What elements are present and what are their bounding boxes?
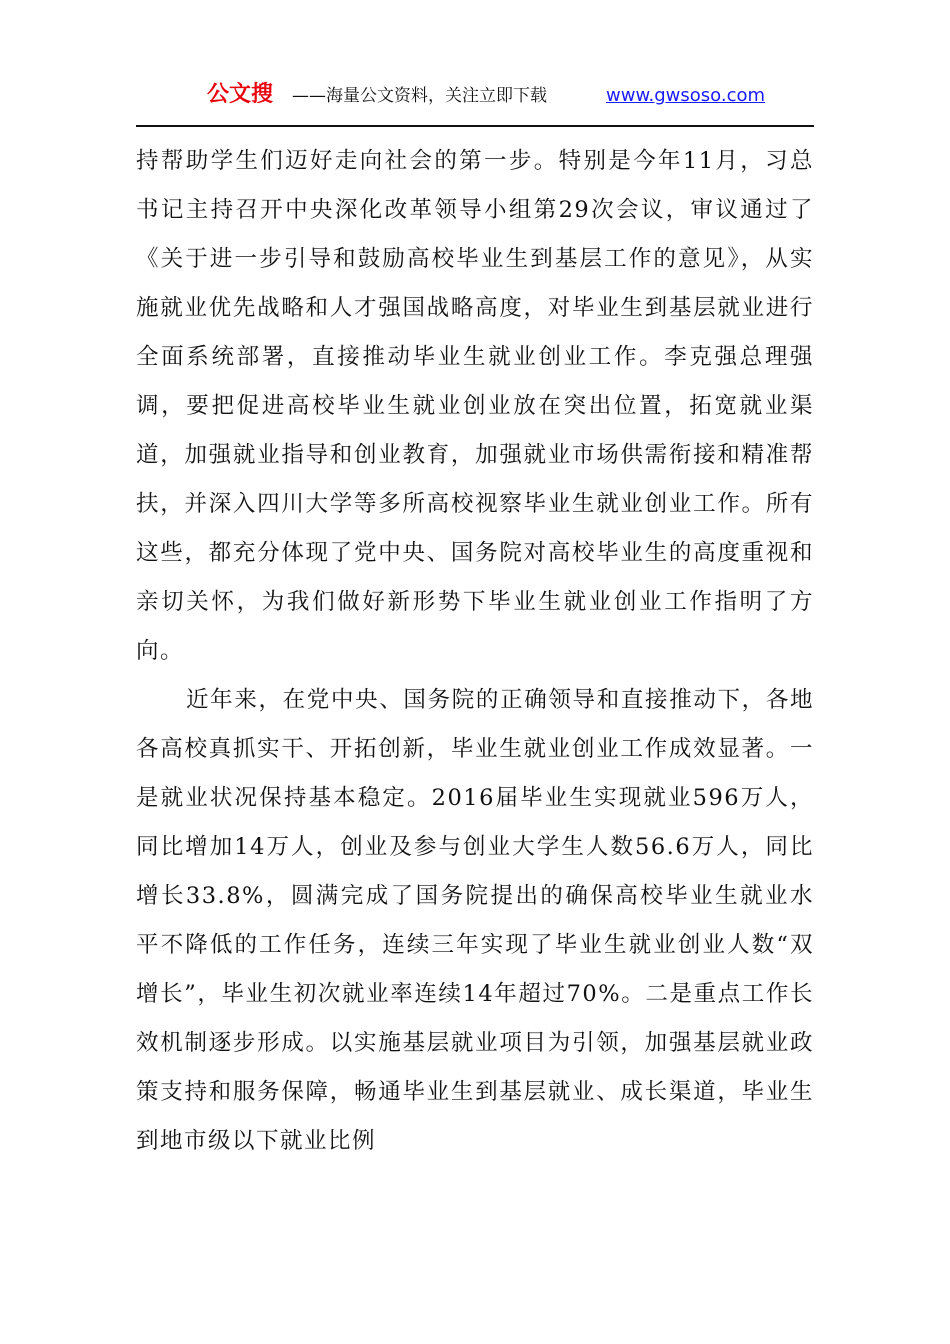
- header-divider: [136, 125, 814, 127]
- website-link[interactable]: www.gwsoso.com: [606, 85, 766, 106]
- body-paragraph-1: 持帮助学生们迈好走向社会的第一步。特别是今年11月，习总书记主持召开中央深化改革领导小组第29次会议，审议通过了《关于进一步引导和鼓励高校毕业生到基层工作的意见》，从实施就业优先战略和人才强国战略高度，对毕业生到基层就业进行全面系统部署，直接推动毕业生就业创业工作。李克强总理强调，要把促进高校毕业生就业创业放在突出位置，拓宽就业渠道，加强就业指导和创业教育，加强就业市场供需衔接和精准帮扶，并深入四川大学等多所高校视察毕业生就业创业工作。所有这些，都充分体现了党中央、国务院对高校毕业生的高度重视和亲切关怀，为我们做好新形势下毕业生就业创业工作指明了方向。: [136, 148, 814, 664]
- header-tagline: ——海量公文资料，关注立即下载: [292, 86, 547, 106]
- page-header: [0, 80, 950, 116]
- document-body: [136, 137, 814, 1166]
- brand-logo-text: 公文搜: [207, 82, 274, 107]
- body-paragraph-2: 近年来，在党中央、国务院的正确领导和直接推动下，各地各高校真抓实干、开拓创新，毕业生就业创业工作成效显著。一是就业状况保持基本稳定。2016届毕业生实现就业596万人，同比增加14万人，创业及参与创业大学生人数56.6万人，同比增长33.8%，圆满完成了国务院提出的确保高校毕业生就业水平不降低的工作任务，连续三年实现了毕业生就业创业人数“双增长”，毕业生初次就业率连续14年超过70%。二是重点工作长效机制逐步形成。以实施基层就业项目为引领，加强基层就业政策支持和服务保障，畅通毕业生到基层就业、成长渠道，毕业生到地市级以下就业比例: [136, 687, 814, 1154]
